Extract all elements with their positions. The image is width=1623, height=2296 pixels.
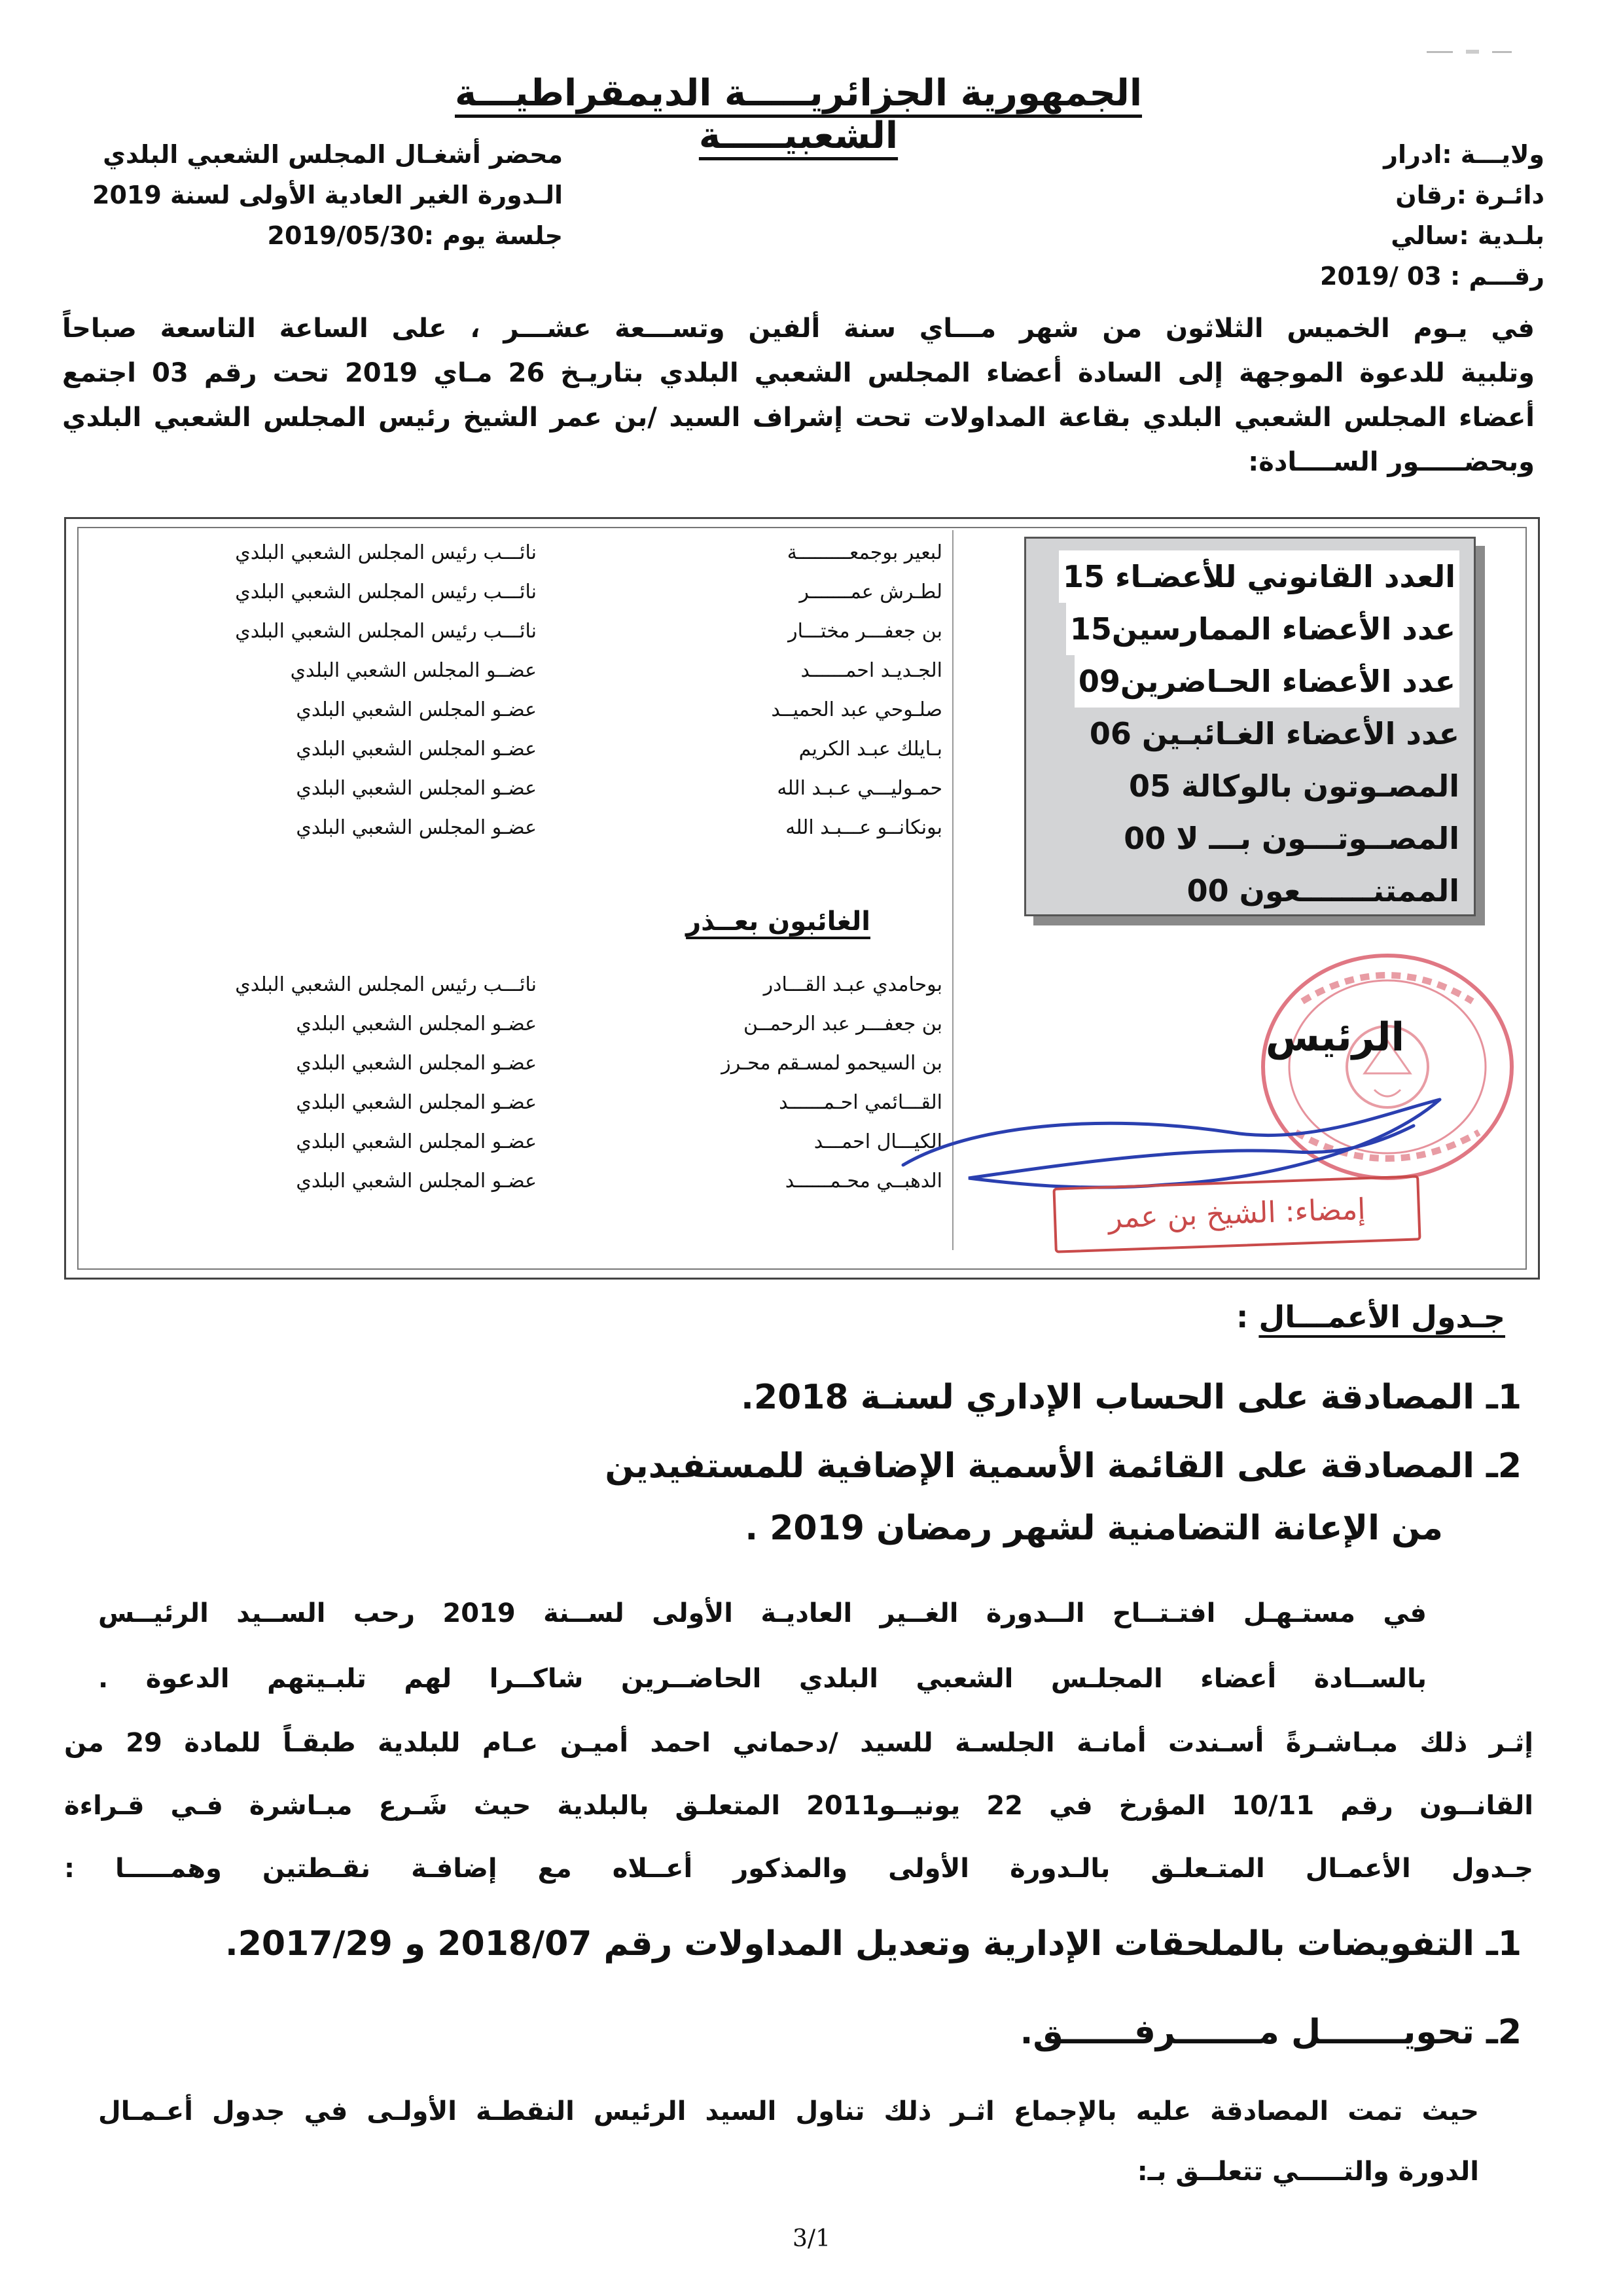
member-name: الكيـــال احمـــد [813,1130,942,1153]
paragraph-line: حيث تمت المصادقة عليه بالإجماع اثـر ذلك تناول السيد الرئيس النقطـة الأولـى في جدول أعـمـال [98,2096,1479,2126]
baladia-label: بلـدية :سالي [1391,221,1544,250]
present-names-column [622,533,942,848]
agenda-item: 1ـ المصادقة على الحساب الإداري لسنـة 2018. [741,1378,1522,1417]
added-point: 2ـ تحويـــــــل مـــــــرفــــــق. [1020,2013,1522,2052]
session-minutes-label: محضر أشغـال المجلس الشعبي البلدي [103,140,563,169]
secretary-paragraph [64,1712,1533,1900]
intro-line: وتلبية للدعوة الموجهة إلى السادة أعضاء المجلس الشعبي البلدي بتاريـخ 26 مـاي 2019 تحت رقم 03 اجتمع [62,358,1535,388]
vote-stats-box [1024,537,1476,916]
session-header [65,134,563,256]
member-role: عضـو المجلس الشعبي البلدي [296,738,537,761]
signer-title: الرئيس [1265,1014,1405,1060]
stat-proxy-votes: المصـوتون بالوكالة 05 [1128,768,1459,804]
member-role: عضـو المجلس الشعبي البلدي [296,816,537,839]
stat-absent-members: عدد الأعضاء الغـائبـين 06 [1089,716,1459,751]
member-role: عضـو المجلس الشعبي البلدي [296,1170,537,1193]
session-date-label: جلسة يوم :2019/05/30 [267,221,563,250]
member-role: عضـو المجلس الشعبي البلدي [296,1052,537,1075]
agenda-heading: جـدول الأعمـــال : [1236,1299,1505,1335]
document-title: الجمهورية الجزائريـــــة الديمقراطيـــة الشعبيـــــة [454,72,1143,157]
paragraph-line: جـدول الأعمـال المتـعلـق بالـدورة الأولى والمذكور أعــلاه مع إضافـة نقـطتين وهمـــــا : [64,1854,1533,1884]
member-role: نائـــب رئيس المجلس الشعبي البلدي [235,973,537,996]
agenda-item: 2ـ المصادقة على القائمة الأسمية الإضافية للمستفيدين [605,1446,1522,1486]
stat-abstentions: الممتنـــــــعون 00 [1186,873,1459,908]
intro-line: في يـوم الخميس الثلاثون من شهر مـــاي سنة ألفين وتســـعة عشـــر ، على الساعة التاسعة صباحاً [62,314,1535,344]
member-role: عضـو المجلس الشعبي البلدي [296,698,537,721]
opening-paragraph [98,1581,1427,1712]
absent-roles-column [183,965,537,1201]
member-name: بن السيحمو لمسـقم محـرز [721,1052,942,1075]
member-role: عضـو المجلس الشعبي البلدي [296,1013,537,1035]
member-role: عضـو المجلس الشعبي البلدي [296,777,537,800]
intro-paragraph [62,306,1535,484]
signature-name-stamp: إمضاء: الشيخ بن عمر [1052,1175,1421,1253]
member-name: لطـرش عمـــــــر [799,581,942,603]
absent-heading: الغائبون بعــذر [686,906,870,937]
member-name: بن جعفـــر مختـــار [788,620,942,643]
member-role: نائـــب رئيس المجلس الشعبي البلدي [235,581,537,603]
reference-number: رقـــم : 03 /2019 [1320,262,1544,291]
administration-header [1113,134,1544,296]
member-role: نائـــب رئيس المجلس الشعبي البلدي [235,620,537,643]
session-type-label: الـدورة الغير العادية الأولى لسنة 2019 [92,181,563,209]
approval-paragraph [98,2081,1479,2202]
member-name: الدهبــي محـمــــــد [785,1170,942,1193]
present-roles-column [183,533,537,848]
intro-line: وبحضـــــور الســــادة: [1248,447,1535,477]
added-point: 1ـ التفويضات بالملحقات الإدارية وتعديل المداولات رقم 2018/07 و 2017/29. [224,1924,1522,1964]
paragraph-line: الدورة والتـــــي تتعلــق بـ: [1137,2157,1479,2187]
member-name: حمـوليـــي عـبـد الله [777,777,942,800]
member-name: بوحامدي عبـد القـــادر [763,973,942,996]
member-name: صلـوحي عبد الحميــد [771,698,942,721]
stat-serving-members: عدد الأعضاء الممارسين15 [1033,603,1459,655]
member-role: نائـــب رئيس المجلس الشعبي البلدي [235,541,537,564]
paragraph-line: بالســادة أعضاء المجلـس الشعبي البلدي الحاضــرين شاكــرا لهم تلبـيتهم الدعوة . [98,1664,1427,1694]
page-number: 3/1 [793,2225,830,2252]
member-role: عضـو المجلس الشعبي البلدي [296,1130,537,1153]
agenda-item-continuation: من الإعانة التضامنية لشهر رمضان 2019 . [745,1509,1443,1548]
member-name: بـايلك عبـد الكريم [798,738,942,761]
member-role: عضـو المجلس الشعبي البلدي [296,1091,537,1114]
stat-present-members: عدد الأعضاء الحـاضرين09 [1033,655,1459,708]
member-name: بن جعفـــر عبد الرحمــن [743,1013,942,1035]
stat-no-votes: المصــوتـــون بـــ لا 00 [1124,821,1459,856]
member-name: الجـديـد احمــــــد [800,659,942,682]
member-name: لبعير بوجمعـــــــــة [787,541,942,564]
daira-label: دائـرة :رقان [1395,181,1544,209]
wilaya-label: ولايـــة :ادرار [1383,140,1544,169]
member-role: عضــو المجلس الشعبي البلدي [290,659,537,682]
paragraph-line: إثـر ذلك مبـاشـرةً أسـندت أمانـة الجلسـة للسيد /دحماني احمد أميـن عـام للبلدية طبقـاً للمادة 29 من [64,1728,1534,1758]
stat-legal-members: العدد القانوني للأعضـاء 15 [1033,550,1459,603]
member-name: القـــائمي احـمــــــد [779,1091,942,1114]
member-name: بونكانــو عـــبـد الله [785,816,942,839]
paragraph-line: في مستـهـل افتـتــاح الــدورة الغــير العاديـة الأولى لســنة 2019 رحب الســيد الرئيــس [98,1598,1427,1628]
paragraph-line: القانــون رقم 10/11 المؤرخ في 22 يونيــو2011 المتعلـق بالبلدية حيث شَـرع مبـاشرة فـي قـراءة [64,1791,1533,1821]
corner-scan-mark [1420,46,1518,59]
intro-line: أعضاء المجلس الشعبي البلدي بقاعة المداولات تحت إشراف السيد /بن عمر الشيخ رئيس المجلس الشعبي البلدي [62,403,1535,433]
